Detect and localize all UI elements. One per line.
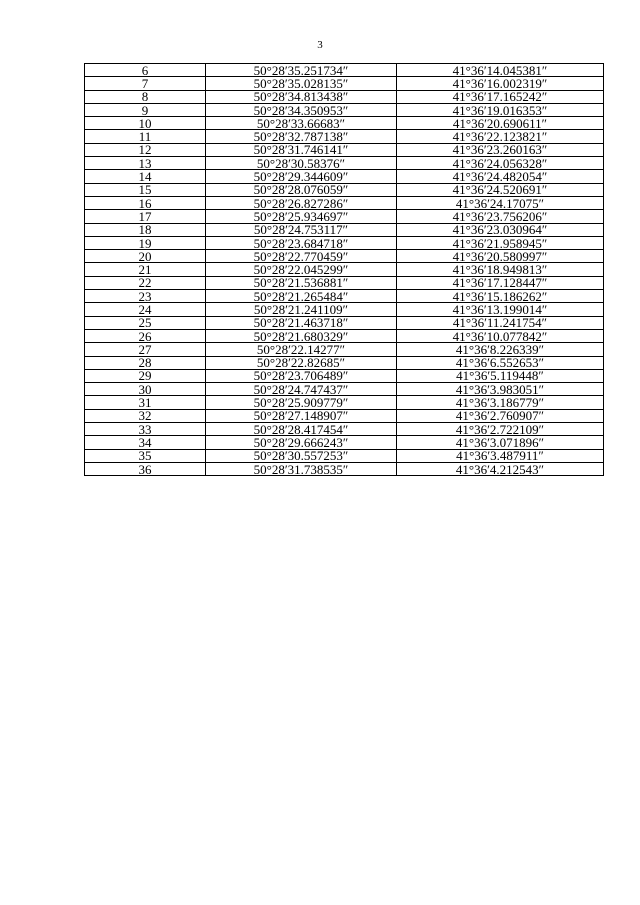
longitude-cell: 41°36′24.056328″ — [397, 157, 604, 170]
table-row — [85, 263, 604, 276]
table-row — [85, 183, 604, 196]
table-row — [85, 236, 604, 249]
table-row — [85, 343, 604, 356]
longitude-cell: 41°36′3.983051″ — [397, 383, 604, 396]
longitude-cell: 41°36′23.030964″ — [397, 223, 604, 236]
point-number-cell: 6 — [85, 64, 206, 77]
longitude-cell: 41°36′6.552653″ — [397, 356, 604, 369]
longitude-cell: 41°36′20.690611″ — [397, 117, 604, 130]
table-row — [85, 143, 604, 156]
point-number-cell: 23 — [85, 290, 206, 303]
longitude-cell: 41°36′14.045381″ — [397, 64, 604, 77]
table-row — [85, 303, 604, 316]
longitude-cell: 41°36′5.119448″ — [397, 369, 604, 382]
latitude-cell: 50°28′31.746141″ — [206, 143, 397, 156]
table-row — [85, 383, 604, 396]
longitude-cell: 41°36′18.949813″ — [397, 263, 604, 276]
longitude-cell: 41°36′17.165242″ — [397, 90, 604, 103]
longitude-cell: 41°36′8.226339″ — [397, 343, 604, 356]
longitude-cell: 41°36′24.17075″ — [397, 196, 604, 209]
longitude-cell: 41°36′3.487911″ — [397, 449, 604, 462]
latitude-cell: 50°28′24.753117″ — [206, 223, 397, 236]
table-row — [85, 329, 604, 342]
table-row — [85, 103, 604, 116]
point-number-cell: 35 — [85, 449, 206, 462]
point-number-cell: 18 — [85, 223, 206, 236]
table-row — [85, 436, 604, 449]
longitude-cell: 41°36′23.260163″ — [397, 143, 604, 156]
point-number-cell: 33 — [85, 423, 206, 436]
longitude-cell: 41°36′2.760907″ — [397, 409, 604, 422]
point-number-cell: 20 — [85, 250, 206, 263]
point-number-cell: 32 — [85, 409, 206, 422]
latitude-cell: 50°28′34.350953″ — [206, 103, 397, 116]
point-number-cell: 30 — [85, 383, 206, 396]
point-number-cell: 14 — [85, 170, 206, 183]
table-row — [85, 223, 604, 236]
longitude-cell: 41°36′23.756206″ — [397, 210, 604, 223]
point-number-cell: 36 — [85, 462, 206, 475]
table-row — [85, 157, 604, 170]
point-number-cell: 8 — [85, 90, 206, 103]
latitude-cell: 50°28′22.045299″ — [206, 263, 397, 276]
longitude-cell: 41°36′3.186779″ — [397, 396, 604, 409]
latitude-cell: 50°28′22.82685″ — [206, 356, 397, 369]
table-row — [85, 170, 604, 183]
longitude-cell: 41°36′2.722109″ — [397, 423, 604, 436]
table-row — [85, 64, 604, 77]
latitude-cell: 50°28′21.680329″ — [206, 329, 397, 342]
latitude-cell: 50°28′34.813438″ — [206, 90, 397, 103]
latitude-cell: 50°28′35.028135″ — [206, 77, 397, 90]
point-number-cell: 27 — [85, 343, 206, 356]
point-number-cell: 25 — [85, 316, 206, 329]
point-number-cell: 31 — [85, 396, 206, 409]
point-number-cell: 29 — [85, 369, 206, 382]
latitude-cell: 50°28′22.770459″ — [206, 250, 397, 263]
latitude-cell: 50°28′25.909779″ — [206, 396, 397, 409]
table-row — [85, 117, 604, 130]
latitude-cell: 50°28′30.557253″ — [206, 449, 397, 462]
table-row — [85, 396, 604, 409]
table-row — [85, 196, 604, 209]
point-number-cell: 22 — [85, 276, 206, 289]
point-number-cell: 17 — [85, 210, 206, 223]
coordinates-table — [84, 63, 604, 476]
longitude-cell: 41°36′20.580997″ — [397, 250, 604, 263]
point-number-cell: 7 — [85, 77, 206, 90]
latitude-cell: 50°28′33.66683″ — [206, 117, 397, 130]
table-row — [85, 130, 604, 143]
point-number-cell: 24 — [85, 303, 206, 316]
table-row — [85, 462, 604, 475]
point-number-cell: 16 — [85, 196, 206, 209]
latitude-cell: 50°28′28.076059″ — [206, 183, 397, 196]
point-number-cell: 9 — [85, 103, 206, 116]
latitude-cell: 50°28′31.738535″ — [206, 462, 397, 475]
table-row — [85, 250, 604, 263]
table-row — [85, 316, 604, 329]
longitude-cell: 41°36′10.077842″ — [397, 329, 604, 342]
point-number-cell: 26 — [85, 329, 206, 342]
longitude-cell: 41°36′17.128447″ — [397, 276, 604, 289]
point-number-cell: 12 — [85, 143, 206, 156]
longitude-cell: 41°36′3.071896″ — [397, 436, 604, 449]
latitude-cell: 50°28′29.344609″ — [206, 170, 397, 183]
point-number-cell: 11 — [85, 130, 206, 143]
latitude-cell: 50°28′27.148907″ — [206, 409, 397, 422]
point-number-cell: 19 — [85, 236, 206, 249]
latitude-cell: 50°28′28.417454″ — [206, 423, 397, 436]
point-number-cell: 21 — [85, 263, 206, 276]
longitude-cell: 41°36′15.186262″ — [397, 290, 604, 303]
latitude-cell: 50°28′30.58376″ — [206, 157, 397, 170]
latitude-cell: 50°28′26.827286″ — [206, 196, 397, 209]
longitude-cell: 41°36′4.212543″ — [397, 462, 604, 475]
point-number-cell: 28 — [85, 356, 206, 369]
table-row — [85, 210, 604, 223]
table-row — [85, 409, 604, 422]
longitude-cell: 41°36′11.241754″ — [397, 316, 604, 329]
point-number-cell: 10 — [85, 117, 206, 130]
point-number-cell: 15 — [85, 183, 206, 196]
table-row — [85, 369, 604, 382]
latitude-cell: 50°28′32.787138″ — [206, 130, 397, 143]
table-row — [85, 290, 604, 303]
point-number-cell: 13 — [85, 157, 206, 170]
latitude-cell: 50°28′23.706489″ — [206, 369, 397, 382]
longitude-cell: 41°36′13.199014″ — [397, 303, 604, 316]
latitude-cell: 50°28′35.251734″ — [206, 64, 397, 77]
longitude-cell: 41°36′19.016353″ — [397, 103, 604, 116]
longitude-cell: 41°36′24.482054″ — [397, 170, 604, 183]
latitude-cell: 50°28′21.265484″ — [206, 290, 397, 303]
table-row — [85, 90, 604, 103]
table-row — [85, 276, 604, 289]
longitude-cell: 41°36′24.520691″ — [397, 183, 604, 196]
latitude-cell: 50°28′21.463718″ — [206, 316, 397, 329]
table-row — [85, 77, 604, 90]
latitude-cell: 50°28′23.684718″ — [206, 236, 397, 249]
latitude-cell: 50°28′25.934697″ — [206, 210, 397, 223]
latitude-cell: 50°28′24.747437″ — [206, 383, 397, 396]
latitude-cell: 50°28′21.241109″ — [206, 303, 397, 316]
table-row — [85, 423, 604, 436]
table-row — [85, 449, 604, 462]
table-row — [85, 356, 604, 369]
point-number-cell: 34 — [85, 436, 206, 449]
page-number: 3 — [317, 39, 323, 51]
latitude-cell: 50°28′29.666243″ — [206, 436, 397, 449]
latitude-cell: 50°28′21.536881″ — [206, 276, 397, 289]
coordinates-table-body — [85, 64, 604, 476]
latitude-cell: 50°28′22.14277″ — [206, 343, 397, 356]
longitude-cell: 41°36′21.958945″ — [397, 236, 604, 249]
longitude-cell: 41°36′16.002319″ — [397, 77, 604, 90]
longitude-cell: 41°36′22.123821″ — [397, 130, 604, 143]
